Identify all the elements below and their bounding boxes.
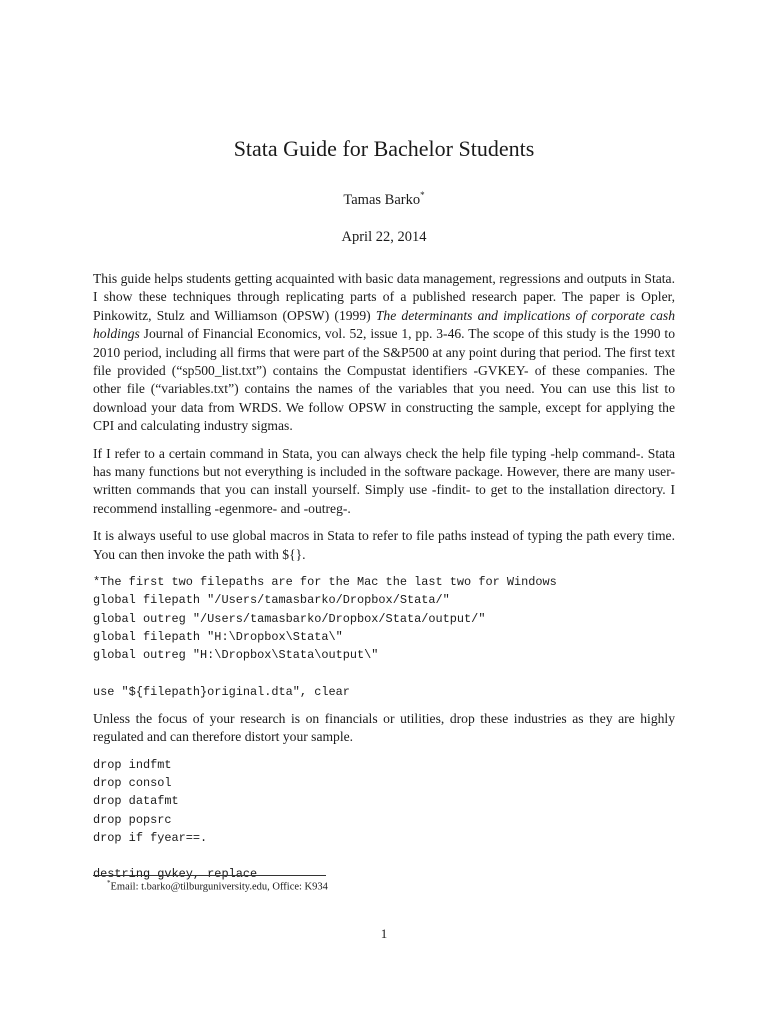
help-paragraph: If I refer to a certain command in Stata, you can always check the help file typing -help command-. Stata has many functions but not everything is included in the software package. However, there are many user-written commands that you can install yourself. Simply use -findit- to get to the installation directory. I recommend installing -egenmore- and -outreg-. [93,445,675,516]
code-line: global outreg "H:\Dropbox\Stata\output\" [93,648,379,663]
code-line: drop popsrc [93,812,172,827]
code-line: global filepath "/Users/tamasbarko/Dropbox/Stata/" [93,593,450,608]
drop-paragraph: Unless the focus of your research is on financials or utilities, drop these industries as they are highly regulated and can therefore distort your sample. [93,710,675,745]
code-line-use: use "${filepath}original.dta", clear [93,684,350,699]
paper-title-italic: The determinants and implications of corporate cash holdings [93,307,675,342]
author-name: Tamas Barko [343,191,421,208]
author-footnote-mark: * [420,190,425,200]
document-body [93,270,675,883]
code-line-destring: destring gvkey, replace [93,867,258,882]
page-number: 1 [380,926,388,941]
footnote [107,879,328,893]
code-line: drop if fyear==. [93,830,208,845]
code-line: *The first two filepaths are for the Mac the last two for Windows [93,575,557,590]
intro-paragraph [93,270,675,436]
intro-text-b: Journal of Financial Economics, vol. 52, issue 1, pp. 3-46. The scope of this study is the 1990 to 2010 period, including all firms that were part of the S&P500 at any point during that period. The first text file provided (“sp500_list.txt”) contains the Compustat identifiers -GVKEY- of these companies. The other file (“variables.txt”) contains the names of the variables that you need. You can use this list to download your data from WRDS. We follow OPSW in constructing the sample, except for applying the CPI and calculating industry sigmas. [93,326,675,434]
code-line: global outreg "/Users/tamasbarko/Dropbox/Stata/output/" [93,611,486,626]
code-line: drop indfmt [93,757,172,772]
footnote-mark: * [107,879,111,887]
code-line: drop datafmt [93,794,179,809]
document-title: Stata Guide for Bachelor Students [233,136,535,161]
footnote-rule [93,875,326,876]
document-author [0,190,768,209]
macros-paragraph: It is always useful to use global macros in Stata to refer to file paths instead of typing the path every time. You can then invoke the path with ${}. [93,528,675,562]
code-block-globals [93,573,675,664]
code-line: global filepath "H:\Dropbox\Stata\" [93,629,343,644]
intro-text-a: This guide helps students getting acquainted with basic data management, regressions and outputs in Stata. I show these techniques through replicating parts of a published research paper. The paper is Opler, Pinkowitz, Stulz and Williamson (OPSW) (1999) [93,271,675,323]
code-block-drop [93,756,675,847]
code-line: drop consol [93,775,172,790]
footnote-text: Email: t.barko@tilburguniversity.edu, Office: K934 [110,881,328,893]
document-date: April 22, 2014 [341,229,427,245]
